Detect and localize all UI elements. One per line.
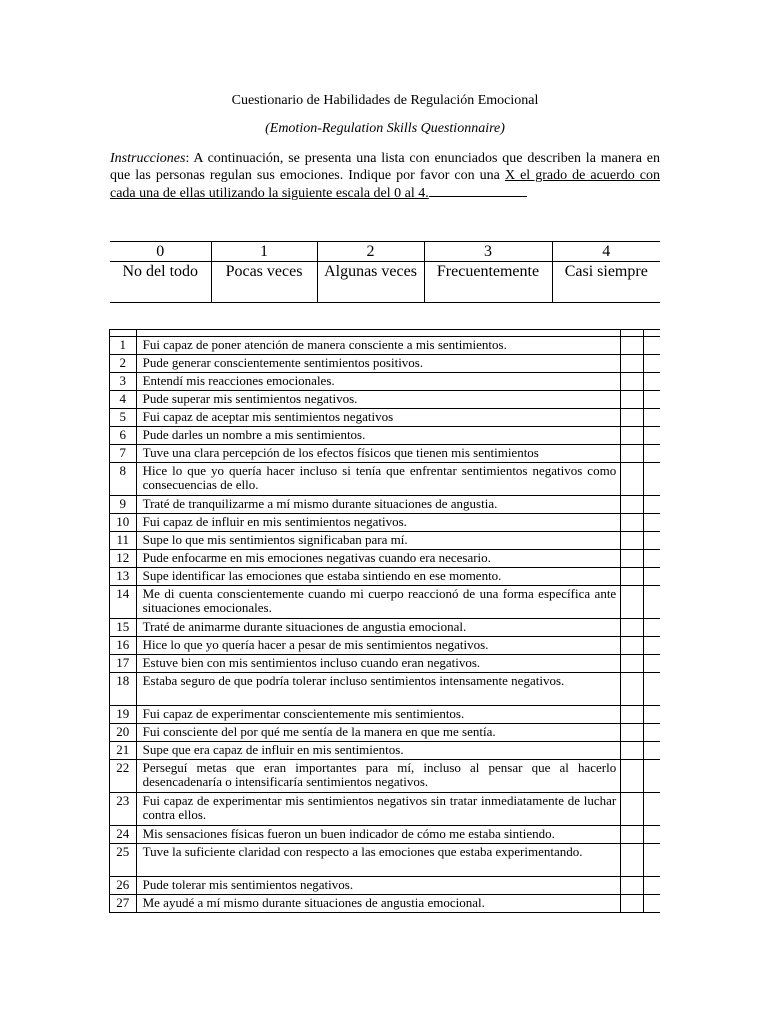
item-row	[110, 427, 661, 445]
answer-cell[interactable]	[621, 706, 643, 724]
instructions-text-1: : A continuación, se presenta una lista con enunciados que describen la manera en que las personas regulan sus emociones. Indique por favor con una	[110, 151, 660, 183]
item-row	[110, 844, 661, 877]
item-number: 8	[110, 463, 137, 496]
item-row	[110, 706, 661, 724]
answer-cell[interactable]	[621, 637, 643, 655]
item-number: 21	[110, 742, 137, 760]
item-row	[110, 724, 661, 742]
rating-scale-table	[110, 241, 660, 303]
answer-cell[interactable]	[621, 496, 643, 514]
answer-cell[interactable]	[621, 724, 643, 742]
item-number: 17	[110, 655, 137, 673]
item-text: Fui capaz de experimentar mis sentimientos negativos sin tratar inmediatamente de luchar contra ellos.	[136, 793, 621, 826]
scale-labels-row	[110, 262, 660, 303]
answer-cell[interactable]	[621, 844, 643, 877]
item-row	[110, 619, 661, 637]
item-number: 23	[110, 793, 137, 826]
document-subtitle: (Emotion-Regulation Skills Questionnaire)	[265, 121, 505, 136]
item-text: Traté de animarme durante situaciones de angustia emocional.	[136, 619, 621, 637]
item-row	[110, 373, 661, 391]
item-number: 9	[110, 496, 137, 514]
item-row	[110, 586, 661, 619]
item-row	[110, 742, 661, 760]
item-number: 14	[110, 586, 137, 619]
scale-value: 0	[110, 242, 211, 262]
instructions-underline	[429, 184, 527, 197]
answer-cell[interactable]	[621, 673, 643, 706]
item-number: 7	[110, 445, 137, 463]
item-text: Pude generar conscientemente sentimientos positivos.	[136, 355, 621, 373]
answer-cell[interactable]	[621, 619, 643, 637]
item-number: 1	[110, 337, 137, 355]
item-number: 20	[110, 724, 137, 742]
item-text: Pude superar mis sentimientos negativos.	[136, 391, 621, 409]
answer-cell[interactable]	[621, 373, 643, 391]
item-row	[110, 463, 661, 496]
item-number: 18	[110, 673, 137, 706]
item-text: Tuve una clara percepción de los efectos físicos que tienen mis sentimientos	[136, 445, 621, 463]
item-number: 27	[110, 895, 137, 913]
item-number: 11	[110, 532, 137, 550]
scale-label: Frecuentemente	[424, 262, 552, 303]
item-row	[110, 445, 661, 463]
answer-cell[interactable]	[621, 427, 643, 445]
item-text: Fui capaz de experimentar conscientemente mis sentimientos.	[136, 706, 621, 724]
scale-value: 4	[552, 242, 660, 262]
answer-cell[interactable]	[621, 355, 643, 373]
item-row	[110, 514, 661, 532]
item-text: Me di cuenta conscientemente cuando mi cuerpo reaccionó de una forma específica ante situaciones emocionales.	[136, 586, 621, 619]
item-row	[110, 391, 661, 409]
item-number: 12	[110, 550, 137, 568]
item-text: Tuve la suficiente claridad con respecto a las emociones que estaba experimentando.	[136, 844, 621, 877]
scale-label: Algunas veces	[317, 262, 424, 303]
item-number: 13	[110, 568, 137, 586]
item-text: Pude darles un nombre a mis sentimientos.	[136, 427, 621, 445]
answer-cell[interactable]	[621, 391, 643, 409]
answer-cell[interactable]	[621, 655, 643, 673]
scale-label: Pocas veces	[211, 262, 317, 303]
instructions-label: Instrucciones	[110, 151, 186, 166]
item-row	[110, 337, 661, 355]
scale-label: No del todo	[110, 262, 211, 303]
answer-cell[interactable]	[621, 445, 643, 463]
item-text: Supe que era capaz de influir en mis sentimientos.	[136, 742, 621, 760]
item-text: Fui capaz de aceptar mis sentimientos negativos	[136, 409, 621, 427]
item-row	[110, 877, 661, 895]
item-text: Fui capaz de influir en mis sentimientos negativos.	[136, 514, 621, 532]
item-text: Hice lo que yo quería hacer incluso si tenía que enfrentar sentimientos negativos como consecuencias de ello.	[136, 463, 621, 496]
item-text: Pude enfocarme en mis emociones negativas cuando era necesario.	[136, 550, 621, 568]
item-row	[110, 826, 661, 844]
item-text: Hice lo que yo quería hacer a pesar de mis sentimientos negativos.	[136, 637, 621, 655]
item-number: 26	[110, 877, 137, 895]
item-number: 19	[110, 706, 137, 724]
items-table	[109, 329, 660, 913]
item-text: Me ayudé a mí mismo durante situaciones de angustia emocional.	[136, 895, 621, 913]
item-text: Supe lo que mis sentimientos significaban para mí.	[136, 532, 621, 550]
item-number: 4	[110, 391, 137, 409]
item-number: 10	[110, 514, 137, 532]
document-title: Cuestionario de Habilidades de Regulación Emocional	[231, 93, 539, 108]
answer-cell[interactable]	[621, 532, 643, 550]
item-text: Estaba seguro de que podría tolerar incluso sentimientos intensamente negativos.	[136, 673, 621, 706]
scale-value: 1	[211, 242, 317, 262]
item-row	[110, 496, 661, 514]
answer-cell[interactable]	[621, 568, 643, 586]
item-text: Entendí mis reacciones emocionales.	[136, 373, 621, 391]
answer-cell[interactable]	[621, 409, 643, 427]
item-row	[110, 895, 661, 913]
item-number: 25	[110, 844, 137, 877]
item-row	[110, 550, 661, 568]
answer-cell[interactable]	[621, 793, 643, 826]
item-row	[110, 673, 661, 706]
item-row	[110, 655, 661, 673]
answer-cell[interactable]	[621, 514, 643, 532]
answer-cell[interactable]	[621, 760, 643, 793]
item-number: 2	[110, 355, 137, 373]
item-number: 5	[110, 409, 137, 427]
item-number: 24	[110, 826, 137, 844]
answer-cell[interactable]	[621, 877, 643, 895]
answer-cell[interactable]	[621, 742, 643, 760]
item-text: Perseguí metas que eran importantes para mí, incluso al pensar que al hacerlo desencadenaría o intensificaría sentimientos negativos.	[136, 760, 621, 793]
scale-label: Casi siempre	[552, 262, 660, 303]
item-row	[110, 568, 661, 586]
item-number: 15	[110, 619, 137, 637]
instructions-text-2: X el grado de acuerdo con cada una de ellas utilizando la siguiente escala del 0 al 4.	[110, 168, 661, 201]
scale-values-row	[110, 242, 660, 262]
item-text: Estuve bien con mis sentimientos incluso cuando eran negativos.	[136, 655, 621, 673]
item-text: Traté de tranquilizarme a mí mismo durante situaciones de angustia.	[136, 496, 621, 514]
item-text: Pude tolerar mis sentimientos negativos.	[136, 877, 621, 895]
item-row	[110, 760, 661, 793]
answer-cell[interactable]	[621, 826, 643, 844]
item-text: Fui capaz de poner atención de manera consciente a mis sentimientos.	[136, 337, 621, 355]
item-row	[110, 637, 661, 655]
answer-cell[interactable]	[621, 550, 643, 568]
scale-value: 3	[424, 242, 552, 262]
scale-value: 2	[317, 242, 424, 262]
item-number: 16	[110, 637, 137, 655]
item-row	[110, 409, 661, 427]
answer-cell[interactable]	[621, 895, 643, 913]
item-number: 3	[110, 373, 137, 391]
item-text: Mis sensaciones físicas fueron un buen indicador de cómo me estaba sintiendo.	[136, 826, 621, 844]
item-text: Fui consciente del por qué me sentía de la manera en que me sentía.	[136, 724, 621, 742]
instructions-paragraph	[110, 150, 660, 202]
answer-cell[interactable]	[621, 463, 643, 496]
item-number: 22	[110, 760, 137, 793]
item-row	[110, 355, 661, 373]
item-row	[110, 793, 661, 826]
item-text: Supe identificar las emociones que estaba sintiendo en ese momento.	[136, 568, 621, 586]
answer-cell[interactable]	[621, 337, 643, 355]
item-number: 6	[110, 427, 137, 445]
item-row	[110, 532, 661, 550]
answer-cell[interactable]	[621, 586, 643, 619]
